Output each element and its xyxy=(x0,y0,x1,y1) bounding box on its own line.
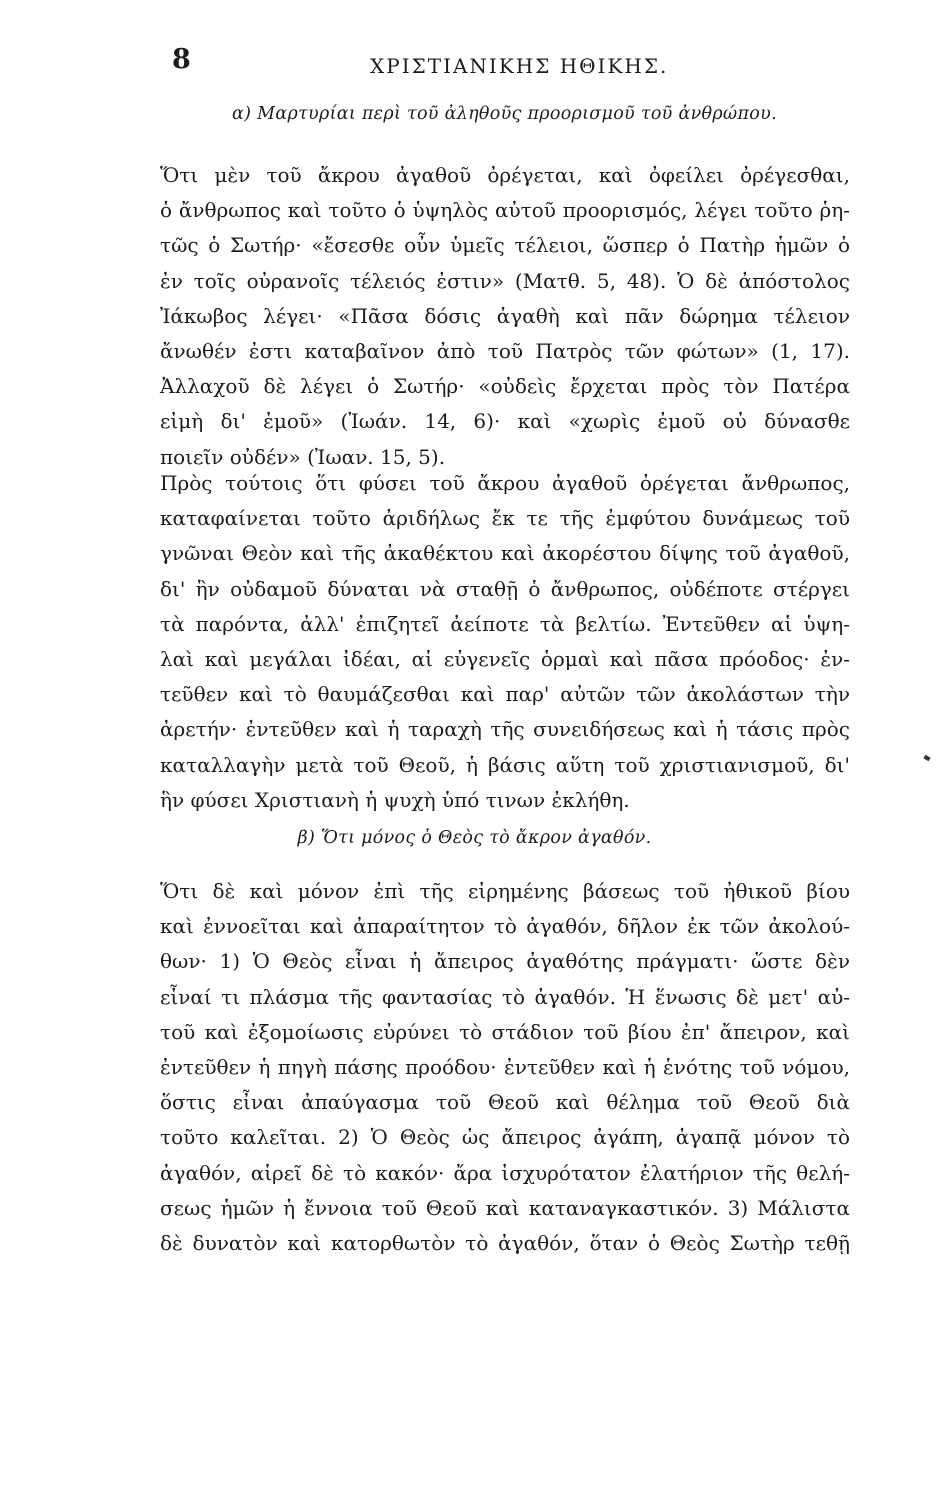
text-line: τεῦθεν καὶ τὸ θαυμάζεσθαι καὶ παρ' αὐτῶν τῶν ἀκολάστων τὴν xyxy=(160,682,850,707)
text-line: καταφαίνεται τοῦτο ἀριδήλως ἔκ τε τῆς ἐμφύτου δυνάμεως τοῦ xyxy=(160,506,850,531)
text-line: σεως ἡμῶν ἡ ἔννοια τοῦ Θεοῦ καὶ καταναγκαστικόν. 3) Μάλιστα xyxy=(160,1195,850,1220)
margin-mark xyxy=(923,755,930,761)
text-line: τοῦ καὶ ἐξομοίωσις εὐρύνει τὸ στάδιον τοῦ βίου ἐπ' ἄπειρον, καὶ xyxy=(160,1019,850,1044)
text-line: δὲ δυνατὸν καὶ κατορθωτὸν τὸ ἀγαθόν, ὅταν ὁ Θεὸς Σωτὴρ τεθῇ xyxy=(160,1230,850,1255)
text-line: ἀγαθόν, αἱρεῖ δὲ τὸ κακόν· ἄρα ἰσχυρότατον ἐλατήριον τῆς θελή- xyxy=(160,1160,850,1185)
text-line: καὶ ἐννοεῖται καὶ ἀπαραίτητον τὸ ἀγαθόν, δῆλον ἐκ τῶν ἀκολού- xyxy=(160,914,850,939)
text-line: ὁ ἄνθρωπος καὶ τοῦτο ὁ ὑψηλὸς αὐτοῦ προορισμός, λέγει τοῦτο ῥη- xyxy=(160,198,850,223)
section-heading-b: β) Ὅτι μόνος ὁ Θεὸς τὸ ἄκρον ἀγαθόν. xyxy=(297,828,652,848)
text-line: λαὶ καὶ μεγάλαι ἰδέαι, αἱ εὐγενεῖς ὁρμαὶ καὶ πᾶσα πρόοδος· ἐν- xyxy=(160,646,850,671)
text-line: ἐντεῦθεν ἡ πηγὴ πάσης προόδου· ἐντεῦθεν καὶ ἡ ἑνότης τοῦ νόμου, xyxy=(160,1054,850,1079)
text-line: καταλλαγὴν μετὰ τοῦ Θεοῦ, ἡ βάσις αὕτη τοῦ χριστιανισμοῦ, δι' xyxy=(160,752,850,777)
text-line: δι' ἣν οὐδαμοῦ δύναται νὰ σταθῇ ὁ ἄνθρωπος, οὐδέποτε στέργει xyxy=(160,576,850,601)
text-line: Ἀλλαχοῦ δὲ λέγει ὁ Σωτήρ· «οὐδεὶς ἔρχεται πρὸς τὸν Πατέρα xyxy=(160,374,850,399)
text-line: θων· 1) Ὁ Θεὸς εἶναι ἡ ἄπειρος ἀγαθότης πράγματι· ὥστε δὲν xyxy=(160,949,850,974)
text-line: τῶς ὁ Σωτήρ· «ἔσεσθε οὖν ὑμεῖς τέλειοι, ὥσπερ ὁ Πατὴρ ἡμῶν ὁ xyxy=(160,233,850,258)
text-line: εἰμὴ δι' ἐμοῦ» (Ἰωάν. 14, 6)· καὶ «χωρὶς ἐμοῦ οὐ δύνασθε xyxy=(160,409,850,434)
text-line: Ὅτι μὲν τοῦ ἄκρου ἀγαθοῦ ὀρέγεται, καὶ ὀφείλει ὀρέγεσθαι, xyxy=(160,163,850,187)
paragraph xyxy=(160,466,850,818)
text-line: Ὅτι δὲ καὶ μόνον ἐπὶ τῆς εἰρημένης βάσεως τοῦ ἠθικοῦ βίου xyxy=(160,879,850,903)
running-title: ΧΡΙΣΤΙΑΝΙΚΗΣ ΗΘΙΚΗΣ. xyxy=(370,54,669,78)
text-line: ἐν τοῖς οὐρανοῖς τέλειός ἐστιν» (Ματθ. 5, 48). Ὁ δὲ ἀπόστολος xyxy=(160,268,850,293)
text-line: τὰ παρόντα, ἀλλ' ἐπιζητεῖ ἀείποτε τὰ βελτίω. Ἐντεῦθεν αἱ ὑψη- xyxy=(160,611,850,636)
text-line: ὅστις εἶναι ἀπαύγασμα τοῦ Θεοῦ καὶ θέλημα τοῦ Θεοῦ διὰ xyxy=(160,1090,850,1115)
paragraph xyxy=(160,874,850,1261)
text-line: γνῶναι Θεὸν καὶ τῆς ἀκαθέκτου καὶ ἀκορέστου δίψης τοῦ ἀγαθοῦ, xyxy=(160,541,850,566)
paragraph xyxy=(160,158,850,475)
text-line: τοῦτο καλεῖται. 2) Ὁ Θεὸς ὡς ἄπειρος ἀγάπη, ἀγαπᾷ μόνον τὸ xyxy=(160,1125,850,1150)
page-number: 8 xyxy=(172,44,192,75)
page-header xyxy=(170,40,870,80)
text-line: εἶναί τι πλάσμα τῆς φαντασίας τὸ ἀγαθόν. Ἡ ἕνωσις δὲ μετ' αὐ- xyxy=(160,984,850,1009)
text-line: ποιεῖν οὐδέν» (Ἰωαν. 15, 5). xyxy=(160,444,446,469)
section-heading-a: α) Μαρτυρίαι περὶ τοῦ ἀληθοῦς προορισμοῦ τοῦ ἀνθρώπου. xyxy=(232,104,777,124)
text-line: Πρὸς τούτοις ὅτι φύσει τοῦ ἄκρου ἀγαθοῦ ὀρέγεται ἄνθρωπος, xyxy=(160,471,850,495)
text-line: ἄνωθέν ἐστι καταβαῖνον ἀπὸ τοῦ Πατρὸς τῶν φώτων» (1, 17). xyxy=(160,338,850,363)
text-line: ἣν φύσει Χριστιανὴ ἡ ψυχὴ ὑπό τινων ἐκλήθη. xyxy=(160,787,630,812)
text-line: ἀρετήν· ἐντεῦθεν καὶ ἡ ταραχὴ τῆς συνειδήσεως καὶ ἡ τάσις πρὸς xyxy=(160,717,850,742)
text-line: Ἰάκωβος λέγει· «Πᾶσα δόσις ἀγαθὴ καὶ πᾶν δώρημα τέλειον xyxy=(160,303,850,328)
